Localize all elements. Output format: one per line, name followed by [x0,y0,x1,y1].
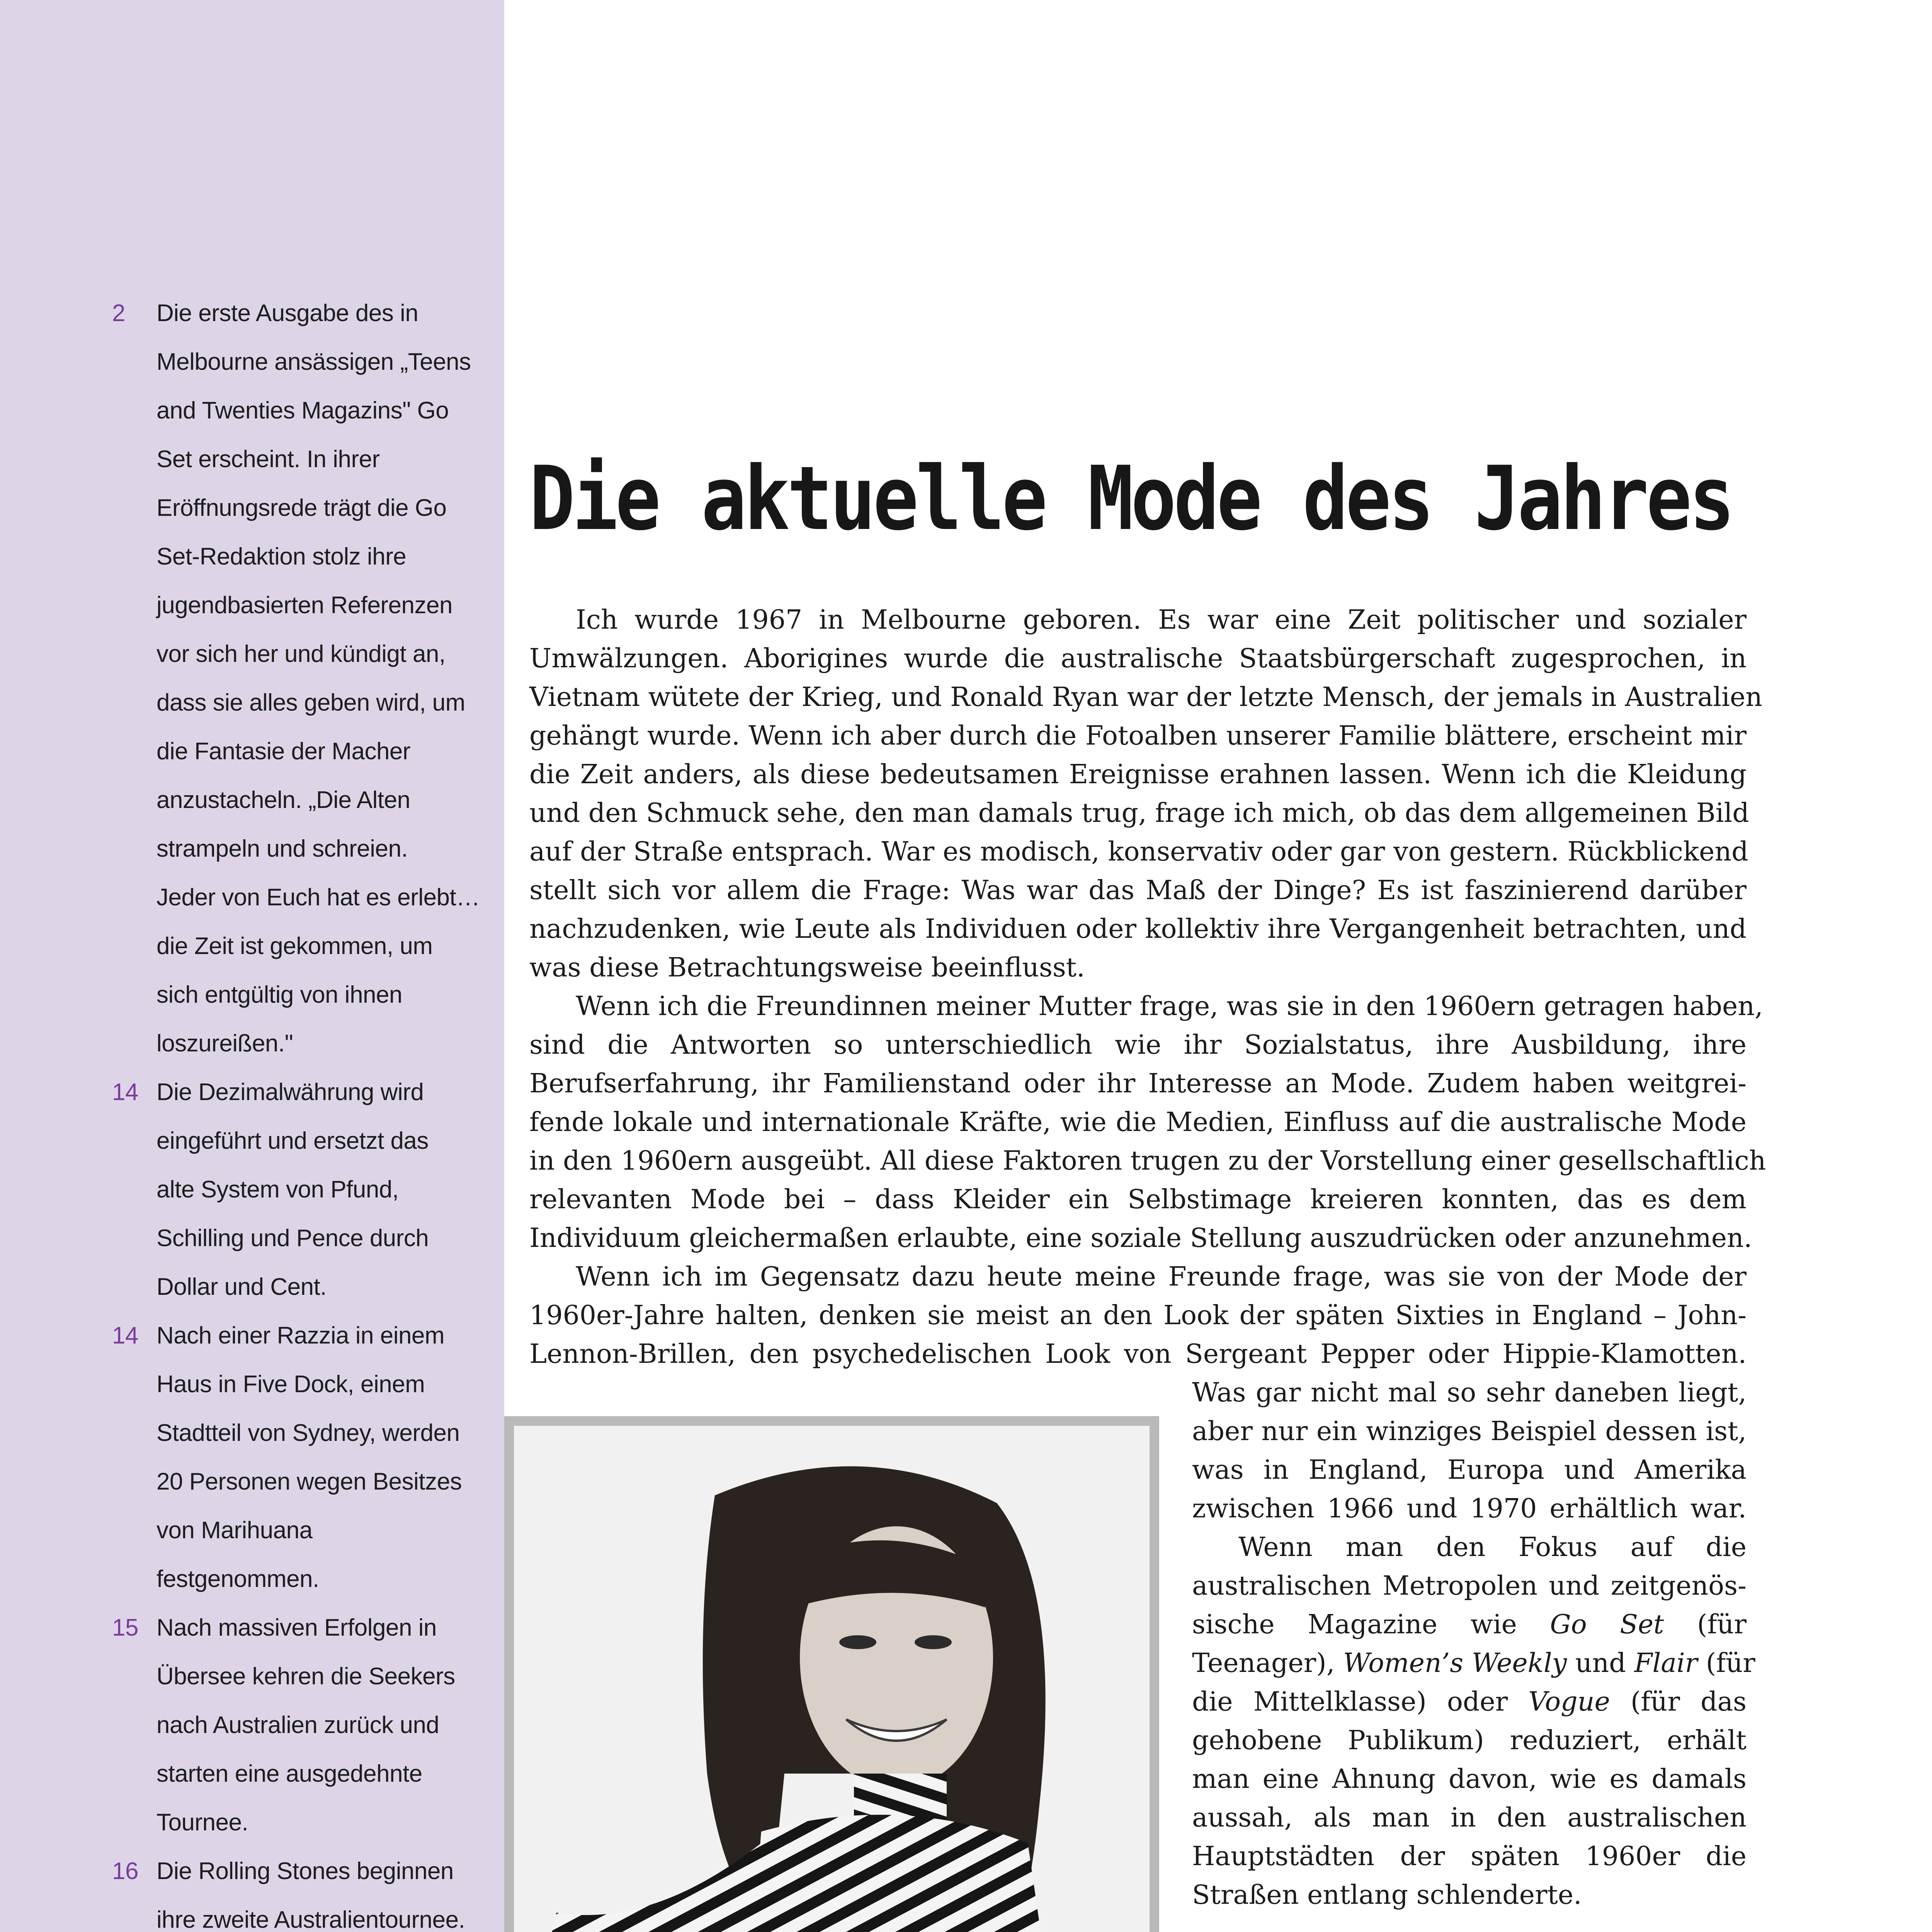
timeline-text-line: Nach einer Razzia in einem [156,1322,445,1349]
paragraph-4 [1192,1528,1755,1915]
timeline-day: 2 [112,300,125,327]
text-line: und den Schmuck sehe, den man damals trug, frage ich mich, ob das dem allgemeinen Bild [529,798,1749,828]
text-line: gehängt wurde. Wenn ich aber durch die Fotoalben unserer Familie blättere, erscheint mir [529,721,1747,751]
paragraph-3-continued [1192,1374,1747,1528]
text-line: auf der Straße entsprach. War es modisch, konservativ oder gar von gestern. Rückblickend [529,837,1748,867]
timeline-text-line: Die Dezimalwährung wird [156,1079,424,1105]
timeline-text-line: 20 Personen wegen Besitzes [156,1468,462,1495]
text-line: Wenn ich die Freundinnen meiner Mutter frage, was sie in den 1960ern getragen haben, [576,991,1763,1022]
timeline-text-line: Stadtteil von Sydney, werden [156,1420,460,1446]
text-line: zwischen 1966 und 1970 erhältlich war. [1192,1493,1747,1524]
timeline-text-line: and Twenties Magazins" Go [156,397,449,424]
text-line: fende lokale und internationale Kräfte, wie die Medien, Einfluss auf die australische Mode [529,1107,1747,1138]
timeline-text-line: nach Australien zurück und [156,1712,439,1738]
text-line: sind die Antworten so unterschiedlich wie ihr Sozialstatus, ihre Ausbildung, ihre [529,1030,1747,1060]
timeline-text-line: Haus in Five Dock, einem [156,1371,425,1398]
timeline-text-line: sich entgültig von ihnen [156,981,403,1008]
timeline-entry [112,1604,479,1847]
text-line: was in England, Europa und Amerika [1192,1455,1747,1485]
text-line: relevanten Mode bei – dass Kleider ein Selbstimage kreieren konnten, das es dem [529,1184,1747,1215]
timeline-day: 15 [112,1614,138,1641]
timeline-text-line: die Zeit ist gekommen, um [156,933,433,959]
timeline-text-line: starten eine ausgedehnte [156,1760,422,1787]
text-line: gehobene Publikum) reduziert, erhält [1192,1725,1747,1756]
timeline-entry [112,1311,479,1604]
text-line: in den 1960ern ausgeübt. All diese Faktoren trugen zu der Vorstellung einer gesellschaftlich [529,1146,1766,1176]
text-line: die Zeit anders, als diese bedeutsamen Ereignisse erahnen lassen. Wenn ich die Kleidung [529,759,1747,790]
paragraph-3 [529,1258,1747,1374]
timeline-text-line: Schilling und Pence durch [156,1225,429,1252]
paragraph-2 [529,987,1766,1258]
text-line: stellt sich vor allem die Frage: Was war das Maß der Dinge? Es ist faszinierend darüber [529,875,1747,906]
timeline-sidebar [112,289,479,1932]
text-line: Wenn man den Fokus auf die [1238,1532,1747,1563]
timeline-text-line: Jeder von Euch hat es erlebt… [156,884,480,911]
text-line: Straßen entlang schlenderte. [1192,1880,1582,1910]
timeline-text-line: von Marihuana [156,1517,313,1544]
timeline-text-line: festgenommen. [156,1566,319,1592]
timeline-text-line: dass sie alles geben wird, um [156,689,465,716]
text-line: Lennon-Brillen, den psychedelischen Look von Sergeant Pepper oder Hippie-Klamotten. [529,1339,1747,1369]
article-body-full-width [529,601,1766,1374]
text-line: nachzudenken, wie Leute als Individuen oder kollektiv ihre Vergangenheit betrachten, und [529,914,1747,944]
text-line: Umwälzungen. Aborigines wurde die australische Staatsbürgerschaft zugesprochen, in [529,643,1747,674]
text-line: aussah, als man in den australischen [1192,1803,1747,1833]
timeline-text-line: eingeführt und ersetzt das [156,1128,429,1154]
timeline-entry [112,1847,479,1932]
timeline-text-line: vor sich her und kündigt an, [156,641,446,667]
timeline-text-line: jugendbasierten Referenzen [156,592,452,619]
text-line: Wenn ich im Gegensatz dazu heute meine Freunde frage, was sie von der Mode der [576,1262,1747,1292]
text-line: die Mittelklasse) oder Vogue (für das [1192,1687,1747,1717]
text-line: aber nur ein winziges Beispiel dessen ist, [1192,1416,1747,1447]
timeline-text-line: Tournee. [156,1809,248,1836]
text-line: 1960er-Jahre halten, denken sie meist an den Look der späten Sixties in England – John- [529,1300,1747,1331]
text-line: Vietnam wütete der Krieg, und Ronald Ryan war der letzte Mensch, der jemals in Australien [529,682,1762,713]
article-body-right-column [1192,1374,1755,1915]
text-line: Berufserfahrung, ihr Familienstand oder ihr Interesse an Mode. Zudem haben weitgrei- [529,1068,1747,1099]
timeline-entry [112,289,479,1068]
timeline-text-line: Melbourne ansässigen „Teens [156,349,471,375]
timeline-text-line: Nach massiven Erfolgen in [156,1614,437,1641]
timeline-text-line: Die erste Ausgabe des in [156,300,418,327]
timeline-text-line: Eröffnungsrede trägt die Go [156,495,447,521]
portrait-photo [514,1426,1150,1932]
timeline-text-line: loszureißen." [156,1030,293,1057]
text-line: Teenager), Women’s Weekly und Flair (für [1192,1648,1755,1679]
article-headline: Die aktuelle Mode des Jahres [529,447,1732,550]
timeline-text-line: anzustacheln. „Die Alten [156,787,410,813]
paragraph-1 [529,601,1762,987]
timeline-text-line: ihre zweite Australientournee. [156,1906,465,1932]
timeline-text-line: Dollar und Cent. [156,1274,327,1300]
timeline-entry [112,1068,479,1311]
timeline-text-line: Die Rolling Stones beginnen [156,1858,454,1884]
text-line: Was gar nicht mal so sehr daneben liegt, [1192,1378,1747,1408]
timeline-day: 16 [112,1858,138,1884]
timeline-day: 14 [112,1322,138,1349]
timeline-text-line: strampeln und schreien. [156,835,408,862]
text-line: Hauptstädten der späten 1960er die [1192,1841,1747,1872]
text-line: man eine Ahnung davon, wie es damals [1192,1764,1747,1794]
text-line: was diese Betrachtungsweise beeinflusst. [529,952,1085,983]
timeline-day: 14 [112,1079,138,1105]
timeline-text-line: Set erscheint. In ihrer [156,446,380,473]
timeline-text-line: die Fantasie der Macher [156,738,411,765]
text-line: Ich wurde 1967 in Melbourne geboren. Es war eine Zeit politischer und sozialer [576,605,1747,635]
timeline-text-line: Übersee kehren die Seekers [156,1663,455,1690]
text-line: sische Magazine wie Go Set (für [1192,1609,1747,1640]
timeline-text-line: Set-Redaktion stolz ihre [156,543,406,570]
text-line: australischen Metropolen und zeitgenös- [1192,1571,1747,1601]
timeline-text-line: alte System von Pfund, [156,1176,399,1203]
text-line: Individuum gleichermaßen erlaubte, eine soziale Stellung auszudrücken oder anzunehmen. [529,1223,1752,1253]
